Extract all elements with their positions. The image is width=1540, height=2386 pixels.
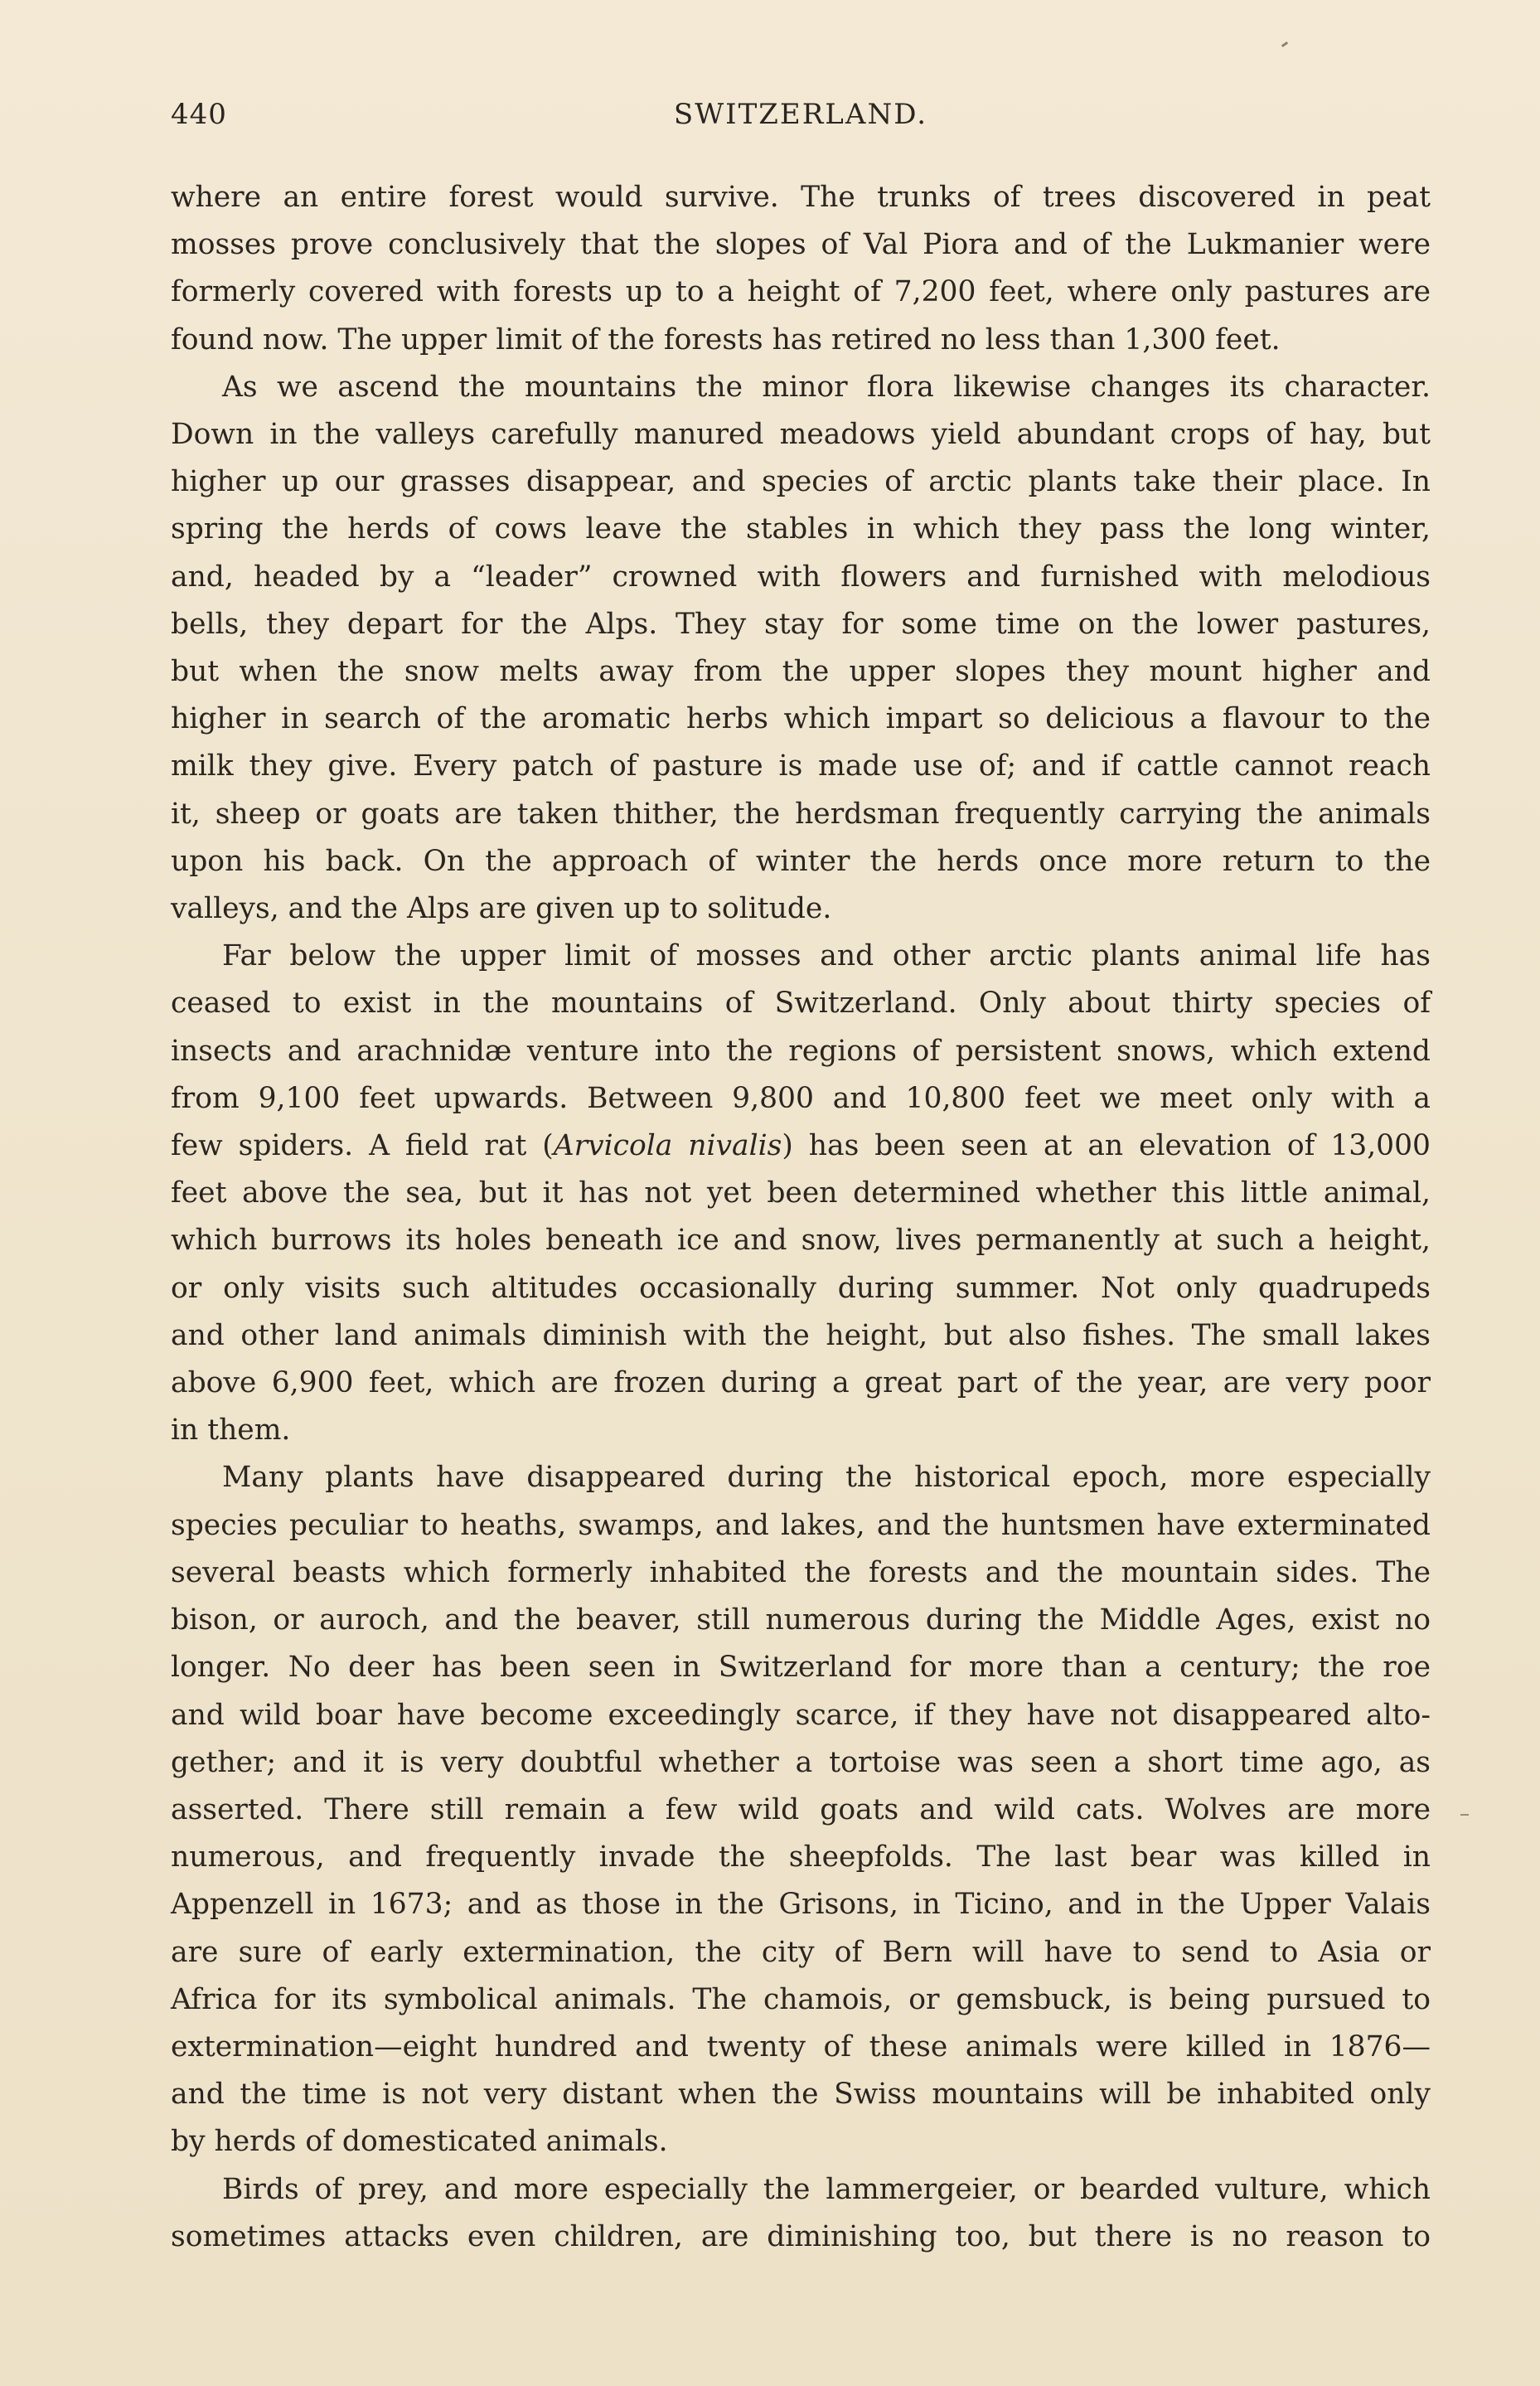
running-head: SWITZERLAND. <box>673 98 928 131</box>
text-line: found now. The upper limit of the forests has retired no less than 1,300 feet. <box>171 322 1281 356</box>
text-line: species peculiar to heaths, swamps, and lakes, and the huntsmen have exterminated <box>171 1508 1431 1542</box>
text-line: Many plants have disappeared during the historical epoch, more especially <box>222 1461 1431 1495</box>
margin-dash-mark <box>1460 1814 1469 1816</box>
text-line: bells, they depart for the Alps. They stay for some time on the lower pastures, <box>171 607 1431 641</box>
paragraph <box>171 364 1431 933</box>
page-header <box>171 98 1431 148</box>
text-line: higher up our grasses disappear, and species of arctic plants take their place. In <box>171 465 1431 499</box>
paragraph <box>171 933 1431 1454</box>
text-line: and wild boar have become exceedingly scarce, if they have not disappeared alto- <box>171 1698 1431 1732</box>
text-line: bison, or auroch, and the beaver, still numerous during the Middle Ages, exist no <box>171 1603 1431 1637</box>
text-line: but when the snow melts away from the upper slopes they mount higher and <box>171 655 1431 689</box>
text-line: feet above the sea, but it has not yet been determined whether this little animal, <box>171 1176 1431 1210</box>
text-line: insects and arachnidæ venture into the regions of persistent snows, which extend <box>171 1034 1431 1068</box>
paragraph <box>171 1454 1431 2165</box>
text-line: longer. No deer has been seen in Switzerland for more than a century; the roe <box>171 1651 1431 1685</box>
text-line: As we ascend the mountains the minor flora likewise changes its character. <box>222 370 1431 404</box>
text-line: mosses prove conclusively that the slopes of Val Piora and of the Lukmanier were <box>171 228 1431 262</box>
text-line: few spiders. A field rat (Arvicola nivalis) has been seen at an elevation of 13,000 <box>171 1129 1431 1163</box>
text-line: gether; and it is very doubtful whether a tortoise was seen a short time ago, as <box>171 1745 1431 1779</box>
page-number: 440 <box>171 98 227 131</box>
text-line: formerly covered with forests up to a height of 7,200 feet, where only pastures are <box>171 275 1431 309</box>
text-line: in them. <box>171 1414 291 1448</box>
text-line: valleys, and the Alps are given up to solitude. <box>171 892 832 926</box>
text-line: extermination—eight hundred and twenty of these animals were killed in 1876— <box>171 2030 1431 2064</box>
text-line: Africa for its symbolical animals. The chamois, or gemsbuck, is being pursued to <box>171 1982 1431 2016</box>
page-speck-mark <box>1281 41 1288 47</box>
body-text <box>171 174 1431 2261</box>
text-line: ceased to exist in the mountains of Switzerland. Only about thirty species of <box>171 987 1431 1021</box>
text-line: from 9,100 feet upwards. Between 9,800 and 10,800 feet we meet only with a <box>171 1081 1431 1115</box>
text-line: and the time is not very distant when the Swiss mountains will be inhabited only <box>171 2078 1431 2112</box>
text-line: asserted. There still remain a few wild goats and wild cats. Wolves are more <box>171 1792 1431 1826</box>
text-line: several beasts which formerly inhabited the forests and the mountain sides. The <box>171 1555 1431 1589</box>
text-line: and, headed by a “leader” crowned with flowers and furnished with melodious <box>171 560 1431 594</box>
text-line: it, sheep or goats are taken thither, the herdsman frequently carrying the animals <box>171 797 1431 831</box>
text-line: Far below the upper limit of mosses and other arctic plants animal life has <box>222 939 1431 973</box>
text-line: spring the herds of cows leave the stables in which they pass the long winter, <box>171 512 1431 546</box>
text-line: Down in the valleys carefully manured meadows yield abundant crops of hay, but <box>171 418 1431 452</box>
text-line: upon his back. On the approach of winter the herds once more return to the <box>171 844 1431 878</box>
text-line: milk they give. Every patch of pasture is made use of; and if cattle cannot reach <box>171 749 1431 783</box>
paragraph <box>171 2166 1431 2261</box>
text-line: which burrows its holes beneath ice and snow, lives permanently at such a height, <box>171 1224 1431 1258</box>
text-line: or only visits such altitudes occasionally during summer. Not only quadrupeds <box>171 1271 1431 1305</box>
text-line: sometimes attacks even children, are diminishing too, but there is no reason to <box>171 2219 1431 2253</box>
text-line: Birds of prey, and more especially the lammergeier, or bearded vulture, which <box>222 2172 1431 2206</box>
text-line: by herds of domesticated animals. <box>171 2125 668 2159</box>
text-line: where an entire forest would survive. The trunks of trees discovered in peat <box>171 181 1431 214</box>
text-line: above 6,900 feet, which are frozen during a great part of the year, are very poor <box>171 1366 1431 1400</box>
text-line: numerous, and frequently invade the sheepfolds. The last bear was killed in <box>171 1840 1431 1874</box>
paragraph <box>171 174 1431 364</box>
text-line: and other land animals diminish with the height, but also fishes. The small lakes <box>171 1318 1431 1352</box>
text-line: are sure of early extermination, the city of Bern will have to send to Asia or <box>171 1935 1431 1969</box>
text-line: higher in search of the aromatic herbs which impart so delicious a flavour to the <box>171 702 1431 736</box>
text-line: Appenzell in 1673; and as those in the Grisons, in Ticino, and in the Upper Valais <box>171 1888 1431 1922</box>
